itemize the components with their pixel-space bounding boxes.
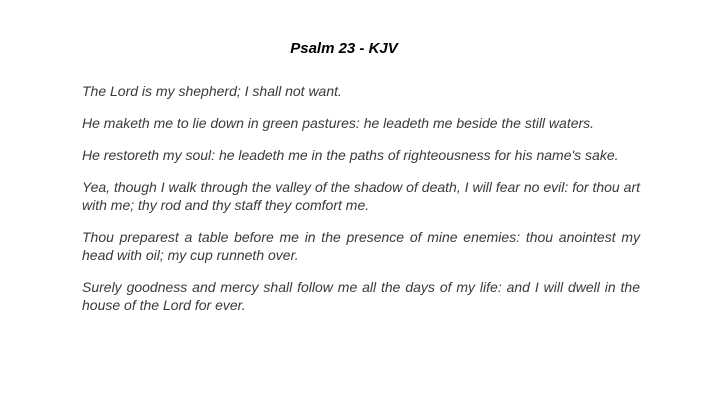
verse-list xyxy=(82,82,640,328)
verse-2: He maketh me to lie down in green pastures: he leadeth me beside the still waters. xyxy=(82,115,595,131)
page-title: Psalm 23 - KJV xyxy=(290,40,398,57)
verse-5: Thou preparest a table before me in the presence of mine enemies: thou anointest my head with oil; my cup runneth over. xyxy=(82,229,640,263)
verse-1: The Lord is my shepherd; I shall not want. xyxy=(82,83,342,99)
verse-3: He restoreth my soul: he leadeth me in the paths of righteousness for his name's sake. xyxy=(82,147,619,163)
verse-4: Yea, though I walk through the valley of the shadow of death, I will fear no evil: for thou art with me; thy rod and thy staff they comfort me. xyxy=(82,179,640,213)
verse-6: Surely goodness and mercy shall follow me all the days of my life: and I will dwell in the house of the Lord for ever. xyxy=(82,279,640,313)
